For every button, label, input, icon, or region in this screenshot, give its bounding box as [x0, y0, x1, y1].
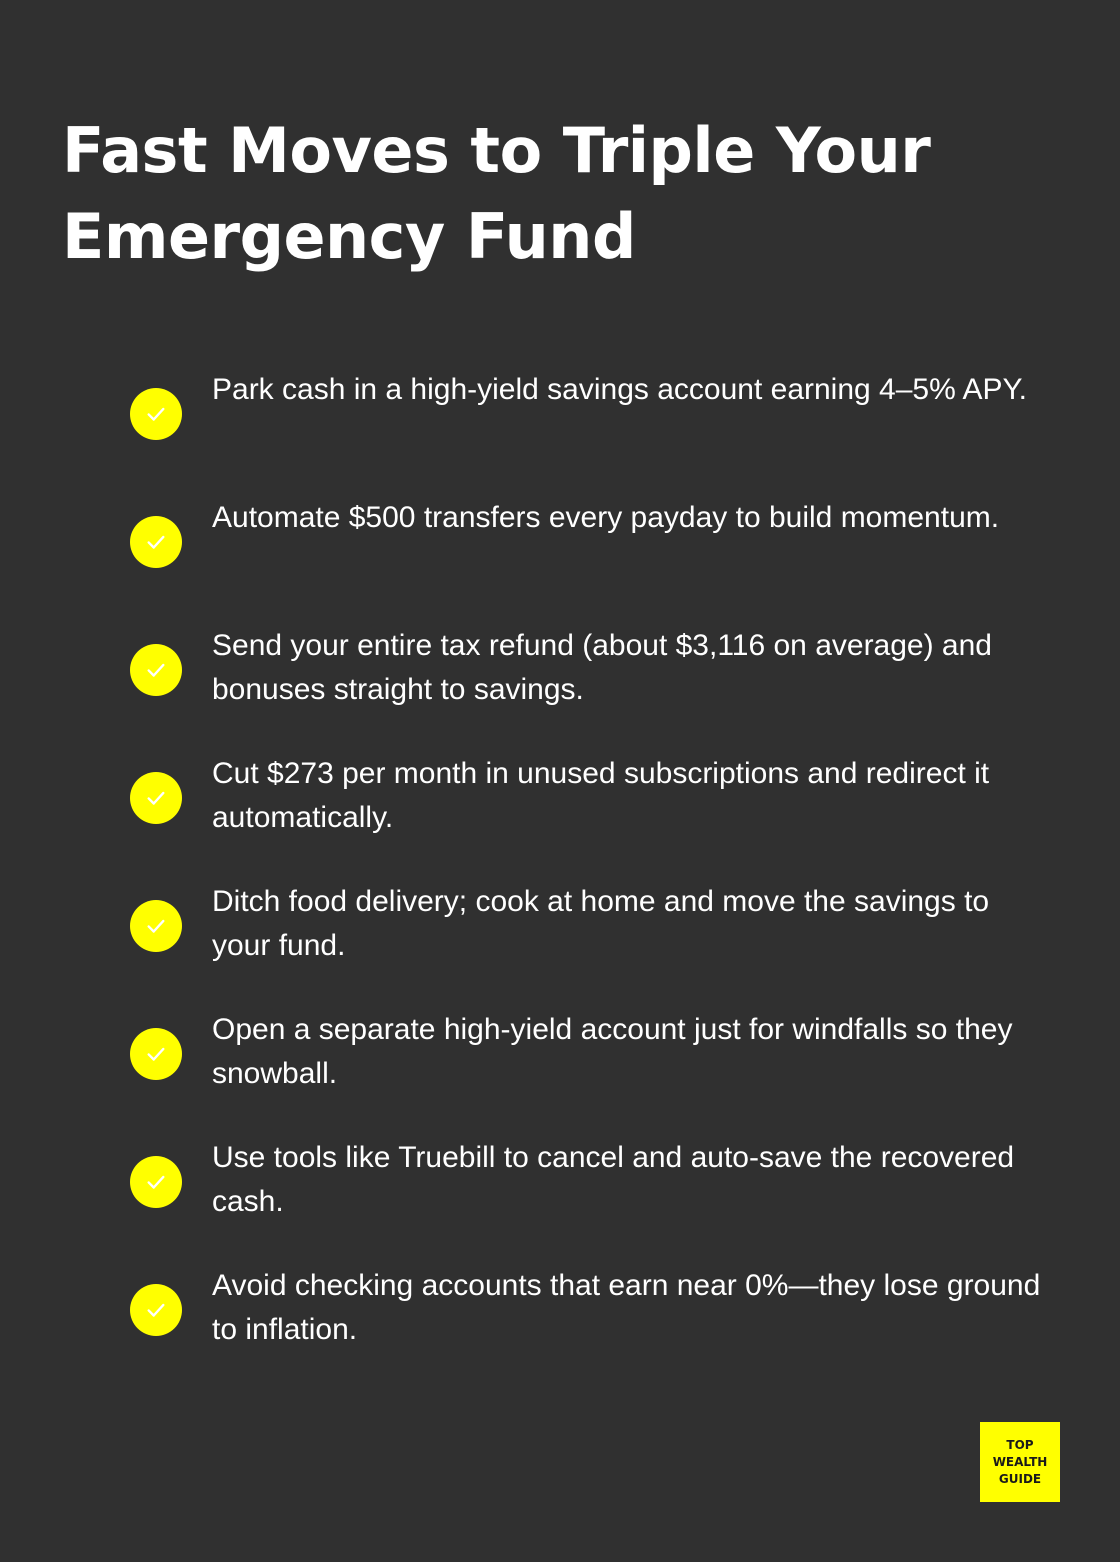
check-circle-icon: [130, 1284, 182, 1336]
checklist-item-text: Use tools like Truebill to cancel and auto-save the recovered cash.: [212, 1141, 1015, 1218]
checklist-item-text: Send your entire tax refund (about $3,116 on average) and bonuses straight to savings.: [212, 629, 992, 706]
check-circle-icon: [130, 900, 182, 952]
checklist-item-text: Cut $273 per month in unused subscriptions and redirect it automatically.: [212, 757, 990, 834]
check-circle-icon: [130, 1028, 182, 1080]
checklist-item: [130, 752, 1060, 880]
brand-logo: [980, 1422, 1060, 1502]
logo-line-wealth: WEALTH: [992, 1454, 1048, 1469]
check-circle-icon: [130, 516, 182, 568]
checklist-item-text: Ditch food delivery; cook at home and move the savings to your fund.: [212, 885, 990, 962]
tips-checklist: [130, 368, 1060, 1392]
checklist-item: [130, 1264, 1060, 1392]
check-circle-icon: [130, 388, 182, 440]
checklist-item: [130, 1136, 1060, 1264]
logo-line-guide: GUIDE: [998, 1471, 1042, 1486]
checklist-item-text: Avoid checking accounts that earn near 0%—they lose ground to inflation.: [212, 1269, 1041, 1346]
checklist-item: [130, 496, 1060, 624]
check-circle-icon: [130, 772, 182, 824]
check-circle-icon: [130, 644, 182, 696]
checklist-item: [130, 1008, 1060, 1136]
checklist-item: [130, 624, 1060, 752]
checklist-item-text: Automate $500 transfers every payday to build momentum.: [212, 501, 1000, 534]
checklist-item-text: Open a separate high-yield account just for windfalls so they snowball.: [212, 1013, 1013, 1090]
page-title: Fast Moves to Triple Your Emergency Fund: [62, 114, 931, 273]
check-circle-icon: [130, 1156, 182, 1208]
checklist-item: [130, 368, 1060, 496]
checklist-item: [130, 880, 1060, 1008]
logo-line-top: TOP: [1006, 1437, 1034, 1452]
checklist-item-text: Park cash in a high-yield savings account earning 4–5% APY.: [212, 373, 1027, 406]
